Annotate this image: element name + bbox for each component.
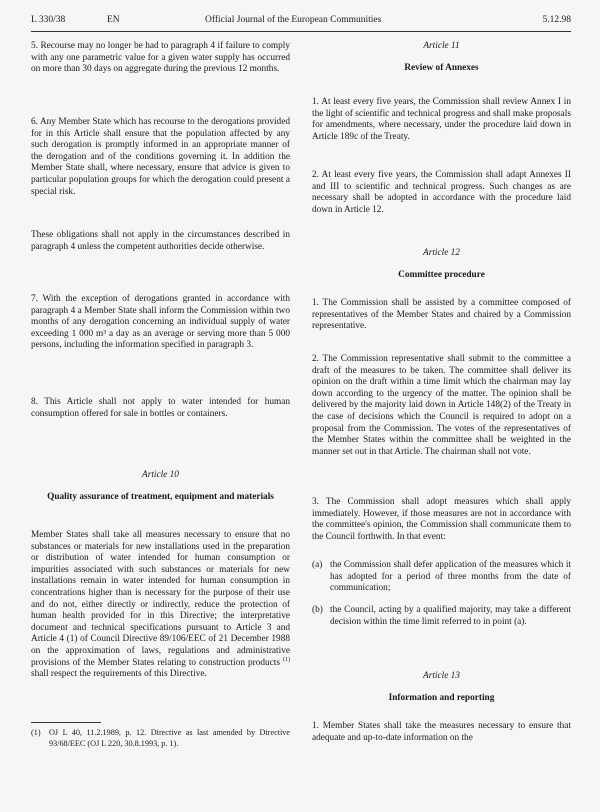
paragraph-7: 7. With the exception of derogations granted in accordance with paragraph 4 a Member State shall inform the Commission within two months of any derogation concerning an individual supply of water exceeding 1 000 m³ a day as an average or serving more than 5 000 persons, including the information specified in paragraph 3. [31, 294, 290, 351]
article-10-body [31, 530, 290, 681]
point-b-label: (b) [312, 605, 323, 615]
journal-title: Official Journal of the European Communities [205, 15, 382, 25]
header-rule [31, 31, 571, 32]
footnote-rule [31, 722, 101, 723]
paragraph-8: 8. This Article shall not apply to water intended for human consumption offered for sale in bottles or containers. [31, 397, 290, 419]
point-a-label: (a) [312, 560, 323, 570]
publication-date: 5.12.98 [542, 15, 571, 25]
point-b-text: the Council, acting by a qualified majority, may take a different decision within the time limit referred to in point (a). [330, 605, 571, 627]
article-12-paragraph-3: 3. The Commission shall adopt measures which shall apply immediately. However, if those measures are not in accordance with the committee's opinion, the Commission shall communicate them to the Council forthwith. In that event: [312, 497, 571, 542]
article-12-paragraph-2: 2. The Commission representative shall submit to the committee a draft of the measures to be taken. The committee shall deliver its opinion on the draft within a time limit which the chairman may lay down according to the urgency of the matter. The opinion shall be delivered by the majority laid down in Article 148(2) of the Treaty in the case of decisions which the Council is required to adopt on a proposal from the Commission. The votes of the representatives of the Member States within the committee shall be weighted in the manner set out in that Article. The chairman shall not vote. [312, 354, 571, 457]
article-11-paragraph-1: 1. At least every five years, the Commission shall review Annex I in the light of scientific and technical progress and shall make proposals for amendments, where necessary, under the procedure laid down in Article 189c of the Treaty. [312, 97, 571, 142]
article-10-text-end: shall respect the requirements of this Directive. [31, 669, 207, 680]
paragraph-6: 6. Any Member State which has recourse to the derogations provided for in this Article shall ensure that the population affected by any such derogation is promptly informed in an appropriate manner of the derogation and of the conditions governing it. In addition the Member State shall, where necessary, ensure that advice is given to particular population groups for which the derogation could present a special risk. [31, 117, 290, 197]
language-code: EN [107, 15, 120, 25]
footnote-reference[interactable]: (1) [283, 656, 290, 663]
article-12-title: Committee procedure [398, 270, 485, 280]
journal-reference: L 330/38 [31, 15, 66, 25]
article-11-title: Review of Annexes [404, 63, 479, 73]
obligations-paragraph: These obligations shall not apply in the circumstances described in paragraph 4 unless the competent authorities decide otherwise. [31, 230, 290, 252]
article-12-paragraph-1: 1. The Commission shall be assisted by a committee composed of representatives of the Member States and chaired by a Commission representative. [312, 298, 571, 332]
article-13-title: Information and reporting [388, 693, 495, 703]
footnote-text: OJ L 40, 11.2.1989, p. 12. Directive as last amended by Directive 93/68/EEC (OJ L 220, 30.8.1993, p. 1). [49, 728, 290, 748]
point-a-text: the Commission shall defer application of the measures which it has adopted for a period of three months from the date of communication; [330, 560, 571, 594]
footnote-mark: (1) [31, 728, 41, 737]
article-10-text: Member States shall take all measures necessary to ensure that no substances or materials for new installations used in the preparation or distribution of water intended for human consumption or impurities associated with such substances or materials for new installations remain in water intended for human consumption in concentrations higher than is necessary for the purpose of their use and do not, either directly or indirectly, reduce the protection of human health provided for in this Directive; the interpretative document and technical specifications pursuant to Article 3 and Article 4 (1) of Council Directive 89/106/EEC of 21 December 1988 on the approximation of laws, regulations and administrative provisions of the Member States relating to construction products [31, 530, 290, 668]
article-10-heading: Article 10 [142, 470, 179, 480]
article-10-title: Quality assurance of treatment, equipment and materials [47, 492, 274, 502]
article-12-heading: Article 12 [423, 248, 460, 258]
article-13-paragraph-1: 1. Member States shall take the measures necessary to ensure that adequate and up-to-date information on the [312, 721, 571, 743]
article-11-heading: Article 11 [423, 41, 460, 51]
page-header [31, 15, 571, 31]
article-13-heading: Article 13 [423, 671, 460, 681]
article-11-paragraph-2: 2. At least every five years, the Commission shall adapt Annexes II and III to scientific and technical progress. Such changes as are necessary shall be adopted in accordance with the procedure laid down in Article 12. [312, 170, 571, 215]
paragraph-5: 5. Recourse may no longer be had to paragraph 4 if failure to comply with any one parametric value for a given water supply has occurred on more than 30 days on aggregate during the previous 12 months. [31, 41, 290, 75]
